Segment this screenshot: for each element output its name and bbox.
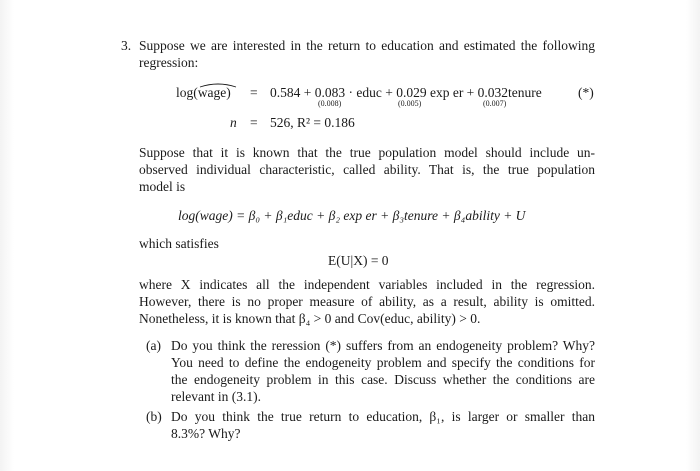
para2-line-1: where X indicates all the independent variables included in the regression. (139, 277, 595, 292)
para1-line-1: Suppose that it is known that the true population model should include un- (139, 145, 595, 160)
para2-line-3: Nonetheless, it is known that β₄ > 0 and Cov(educ, ability) > 0. (139, 311, 481, 326)
zero-conditional-mean: E(U|X) = 0 (328, 253, 389, 268)
true-model-equation: log(wage) = β₀ + β₁educ + β₂ exp er + β₃tenure + β₄ability + U (178, 208, 526, 223)
satisfies-text: which satisfies (139, 236, 219, 251)
regression-equals: = (250, 85, 258, 100)
part-b-label: (b) (146, 409, 162, 424)
part-b-line-2: 8.3%? Why? (171, 426, 241, 441)
se-exper-coef: (0.005) (398, 99, 422, 108)
intro-line-1: Suppose we are interested in the return to education and estimated the following (139, 38, 595, 53)
part-a-line-1: Do you think the reression (*) suffers from an endogeneity problem? Why? (171, 338, 595, 353)
part-b-line-1: Do you think the true return to education, β₁, is larger or smaller than (171, 409, 595, 424)
part-a-label: (a) (146, 338, 161, 353)
n-equals: = (250, 115, 258, 130)
n-label: n (230, 115, 237, 130)
part-a-line-3: the endogeneity problem in this case. Discuss whether the conditions are (171, 372, 595, 387)
regression-tag: (*) (578, 85, 594, 100)
n-value: 526, R² = 0.186 (270, 115, 355, 130)
para1-line-3: model is (139, 179, 186, 194)
se-educ-coef: (0.008) (318, 99, 342, 108)
para2-line-2: However, there is no proper measure of ability, as a result, ability is omitted. (139, 294, 595, 309)
intro-line-2: regression: (139, 55, 199, 70)
regression-lhs: log(wage) (176, 85, 231, 100)
part-a-line-2: You need to define the endogeneity problem and specify the conditions for (171, 355, 595, 370)
part-a-line-4: relevant in (3.1). (171, 389, 261, 404)
se-tenure-coef: (0.007) (483, 99, 507, 108)
para1-line-2: observed individual characteristic, called ability. That is, the true population (139, 162, 595, 177)
problem-number: 3. (121, 38, 132, 53)
regression-rhs: 0.584 + 0.083 · educ + 0.029 exp er + 0.032tenure (270, 85, 542, 100)
